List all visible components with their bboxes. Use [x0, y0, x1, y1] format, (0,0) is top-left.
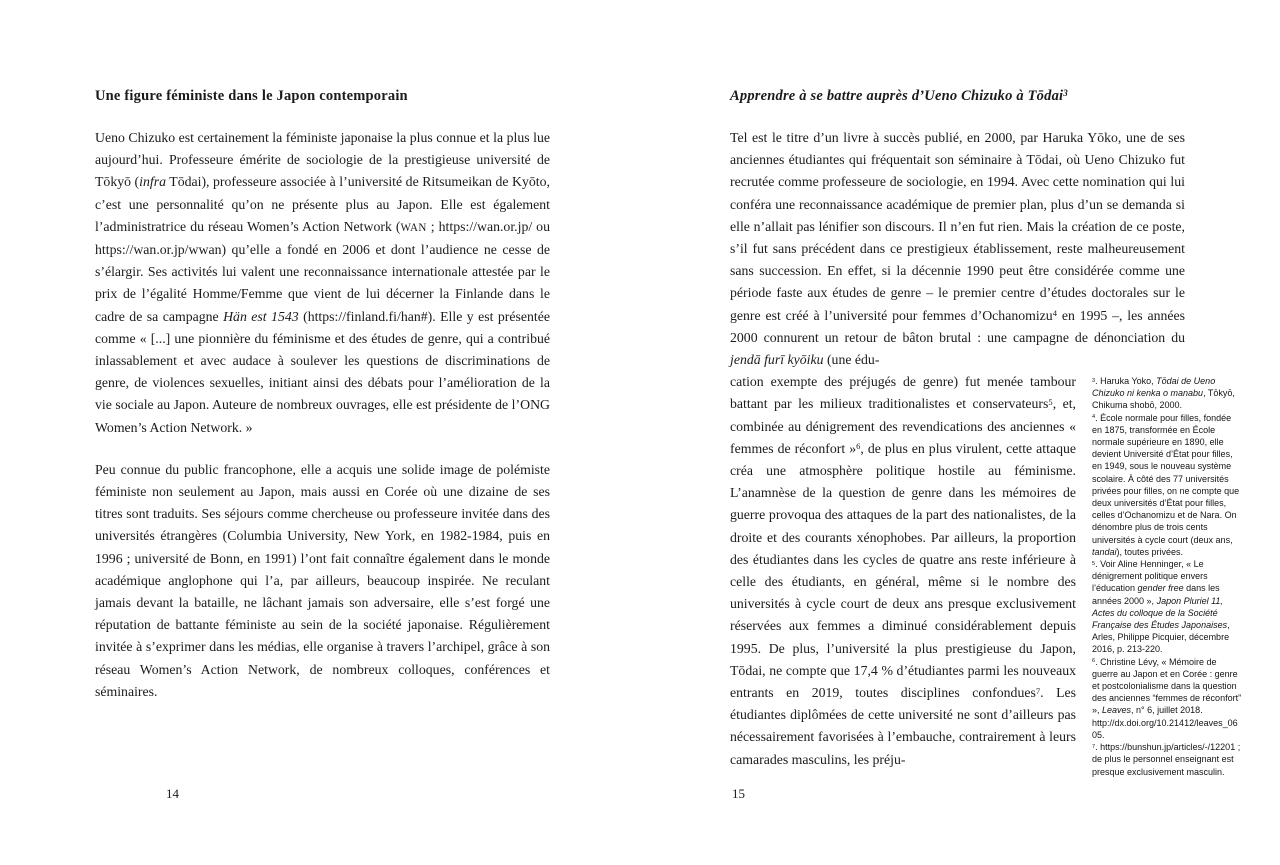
page-number-left: 14 [166, 786, 179, 801]
left-page [95, 86, 550, 703]
right-paragraph-intro: Tel est le titre d’un livre à succès publié, en 2000, par Haruka Yōko, une de ses anciennes étudiantes qui fréquentait son séminaire à Tōdai, où Ueno Chizuko fut recrutée comme professeure de sociologie, en 1994. Avec cette nomination qui lui conféra une reconnaissance académique de premier plan, plus d’un se demanda si elle n’allait pas lénifier son discours. Il n’en fut rien. Mais la création de ce poste, s’il fut sans précédent dans ce prestigieux établissement, reste malheureusement sans succession. En effet, si la décennie 1990 peut être considérée comme une période faste aux études de genre – le premier centre d’études doctorales sur le genre est créé à l’université pour femmes d’Ochanomizu$^4$ en 1995 –, les années 2000 connurent un retour de bâton brutal : une campagne de dénonciation du jendā furī kyōiku (une édu- [730, 130, 1185, 368]
footnote-4: $^4$. École normale pour filles, fondée en 1875, transformée en École normale supérieure en 1890, elle devient Université d’État pour filles, en 1949, sous le nouveau système scolaire. À côté des 77 universités privées pour filles, on ne compte que deux universités d’État pour filles, celles d’Ochanomizu et de Nara. On dénombre plus de trois cents universités à cycle court (deux ans, tandai), toutes privées. [1092, 412, 1240, 557]
left-paragraph-1: Ueno Chizuko est certainement la féministe japonaise la plus connue et la plus lue aujourd’hui. Professeure émérite de sociologie de la prestigieuse université de Tōkyō (infra Tōdai), professeure associée à l’université de Ritsumeikan de Kyōto, c’est une personnalité qu’on ne présente plus au Japon. Elle est également l’administratrice du réseau Women’s Action Network (WAN ; https://wan.or.jp/ ou https://wan.or.jp/wwan) qu’elle a fondé en 2006 et dont l’audience ne cesse de s’élargir. Ses activités lui valent une reconnaissance internationale attestée par le prix de l’égalité Homme/Femme que vient de lui décerner la Finlande dans le cadre de sa campagne Hän est 1543 (https://finland.fi/han#). Elle y est présentée comme « [...] une pionnière du féminisme et des études de genre, qui a contribué inlassablement et avec audace à soulever les questions de discriminations de genre, de violences sexuelles, initiant ainsi des débats pour l’amélioration de la vie sociale au Japon. Auteure de nombreux ouvrages, elle est présidente de l’ONG Women’s Action Network. » [95, 130, 550, 435]
left-page-heading: Une figure féministe dans le Japon contemporain [95, 88, 408, 104]
footnote-7: $^7$. https://bunshun.jp/articles/-/12201 ; de plus le personnel enseignant est presque exclusivement masculin. [1092, 742, 1241, 777]
right-page [730, 86, 1242, 777]
footnote-5: $^5$. Voir Aline Henninger, « Le dénigrement politique envers l’éducation gender free dans les années 2000 », Japon Pluriel 11, Actes du colloque de la Société Française des Études Japonaises, Arles, Philippe Picquier, décembre 2016, p. 213-220. [1092, 559, 1230, 655]
right-page-heading: Apprendre à se battre auprès d’Ueno Chizuko à Tōdai$^3$ [730, 88, 1068, 104]
page-number-right: 15 [732, 786, 745, 801]
right-paragraph-continued: cation exempte des préjugés de genre) fut menée tambour battant par les milieux traditionalistes et conservateurs$^5$, et, combinée au dénigrement des revendications des anciennes « femmes de réconfort »$^6$, de plus en plus virulent, cette attaque créa une atmosphère politique hostile au féminisme. L’anamnèse de la question de genre dans les mémoires de guerre provoqua des attaques de la part des nationalistes, de la droite et des courants xénophobes. Par ailleurs, la proportion des étudiantes dans les cycles de quatre ans reste inférieure à celle des étudiants, en général, même si le nombre des universités à cycle court de deux ans presque exclusivement réservées aux femmes a diminué considérablement depuis 1995. De plus, l’université la plus prestigieuse du Japon, Tōdai, ne compte que 17,4 % d’étudiantes parmi les nouveaux entrants en 2019, toutes disciplines confondues$^7$. Les étudiantes diplômées de cette université ne sont d’ailleurs pas nécessairement favorisées à l’embauche, contrairement à leurs camarades masculins, les préju- [730, 374, 1076, 767]
footnote-6: $^6$. Christine Lévy, « Mémoire de guerre au Japon et en Corée : genre et postcolonialisme dans la question des anciennes “femmes de réconfort” », Leaves, n° 6, juillet 2018. http://dx.doi.org/10.21412/leaves_0605. [1092, 656, 1242, 740]
footnote-3: $^3$. Haruka Yoko, Tōdai de Ueno Chizuko ni kenka o manabu, Tōkyō, Chikuma shobō, 2000. [1092, 376, 1235, 411]
footnotes-column [1092, 375, 1242, 778]
left-paragraph-2: Peu connue du public francophone, elle a acquis une solide image de polémiste féministe non seulement au Japon, mais aussi en Corée où une dizaine de ses titres sont traduits. Ses séjours comme chercheuse ou professeure invitée dans des universités étrangères (Columbia University, New York, en 1982-1984, puis en 1996 ; université de Bonn, en 1991) l’ont fait connaître également dans le monde académique anglophone qui l’a, par ailleurs, beaucoup inspirée. Ne reculant jamais devant la bataille, ne lâchant jamais son adversaire, elle s’est forgé une réputation de battante féministe au sein de la société japonaise. Régulièrement invitée à s’exprimer dans les médias, elle organise à travers l’archipel, grâce à son réseau Women’s Action Network, de nombreux colloques, conférences et séminaires. [95, 461, 550, 699]
